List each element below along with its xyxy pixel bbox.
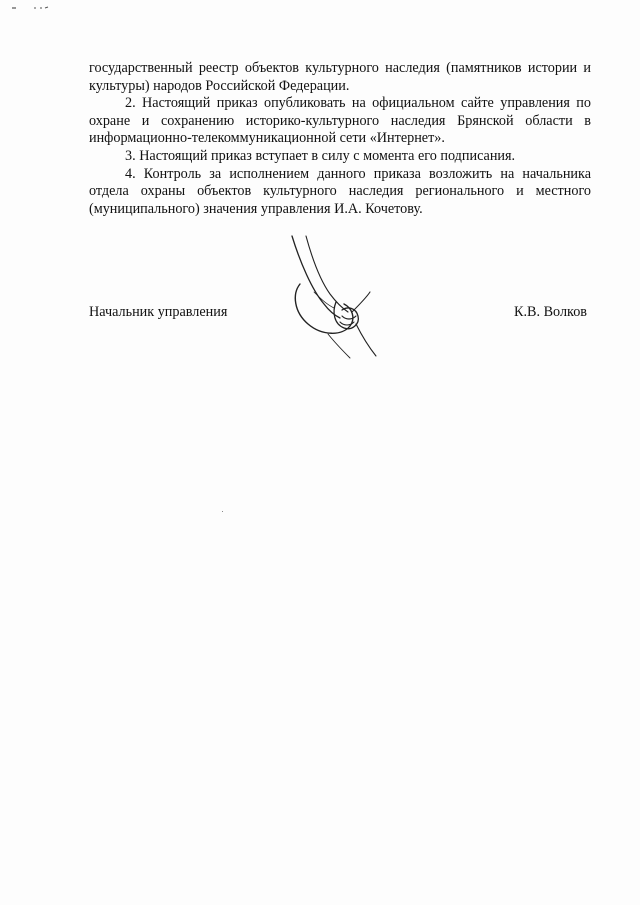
document-body xyxy=(89,60,591,218)
paragraph-item-3: 3. Настоящий приказ вступает в силу с момента его подписания. xyxy=(125,147,516,164)
paragraph-item-4: 4. Контроль за исполнением данного приказа возложить на начальника отдела охраны объектов культурного наследия регионального и местного (муниципального) значения управления И.А. Кочетову. xyxy=(89,165,591,217)
signatory-title: Начальник управления xyxy=(89,304,228,320)
paragraph-item-2: 2. Настоящий приказ опубликовать на официальном сайте управления по охране и сохранению историко-культурного наследия Брянской области в информационно-телекоммуникационной сети «Интернет». xyxy=(89,95,591,147)
signatory-name: К.В. Волков xyxy=(514,304,587,320)
paragraph-continuation: государственный реестр объектов культурного наследия (памятников истории и культуры) народов Российской Федерации. xyxy=(89,60,591,94)
scan-speck xyxy=(222,511,223,512)
scan-artifact xyxy=(12,4,52,12)
handwritten-signature xyxy=(278,232,388,362)
